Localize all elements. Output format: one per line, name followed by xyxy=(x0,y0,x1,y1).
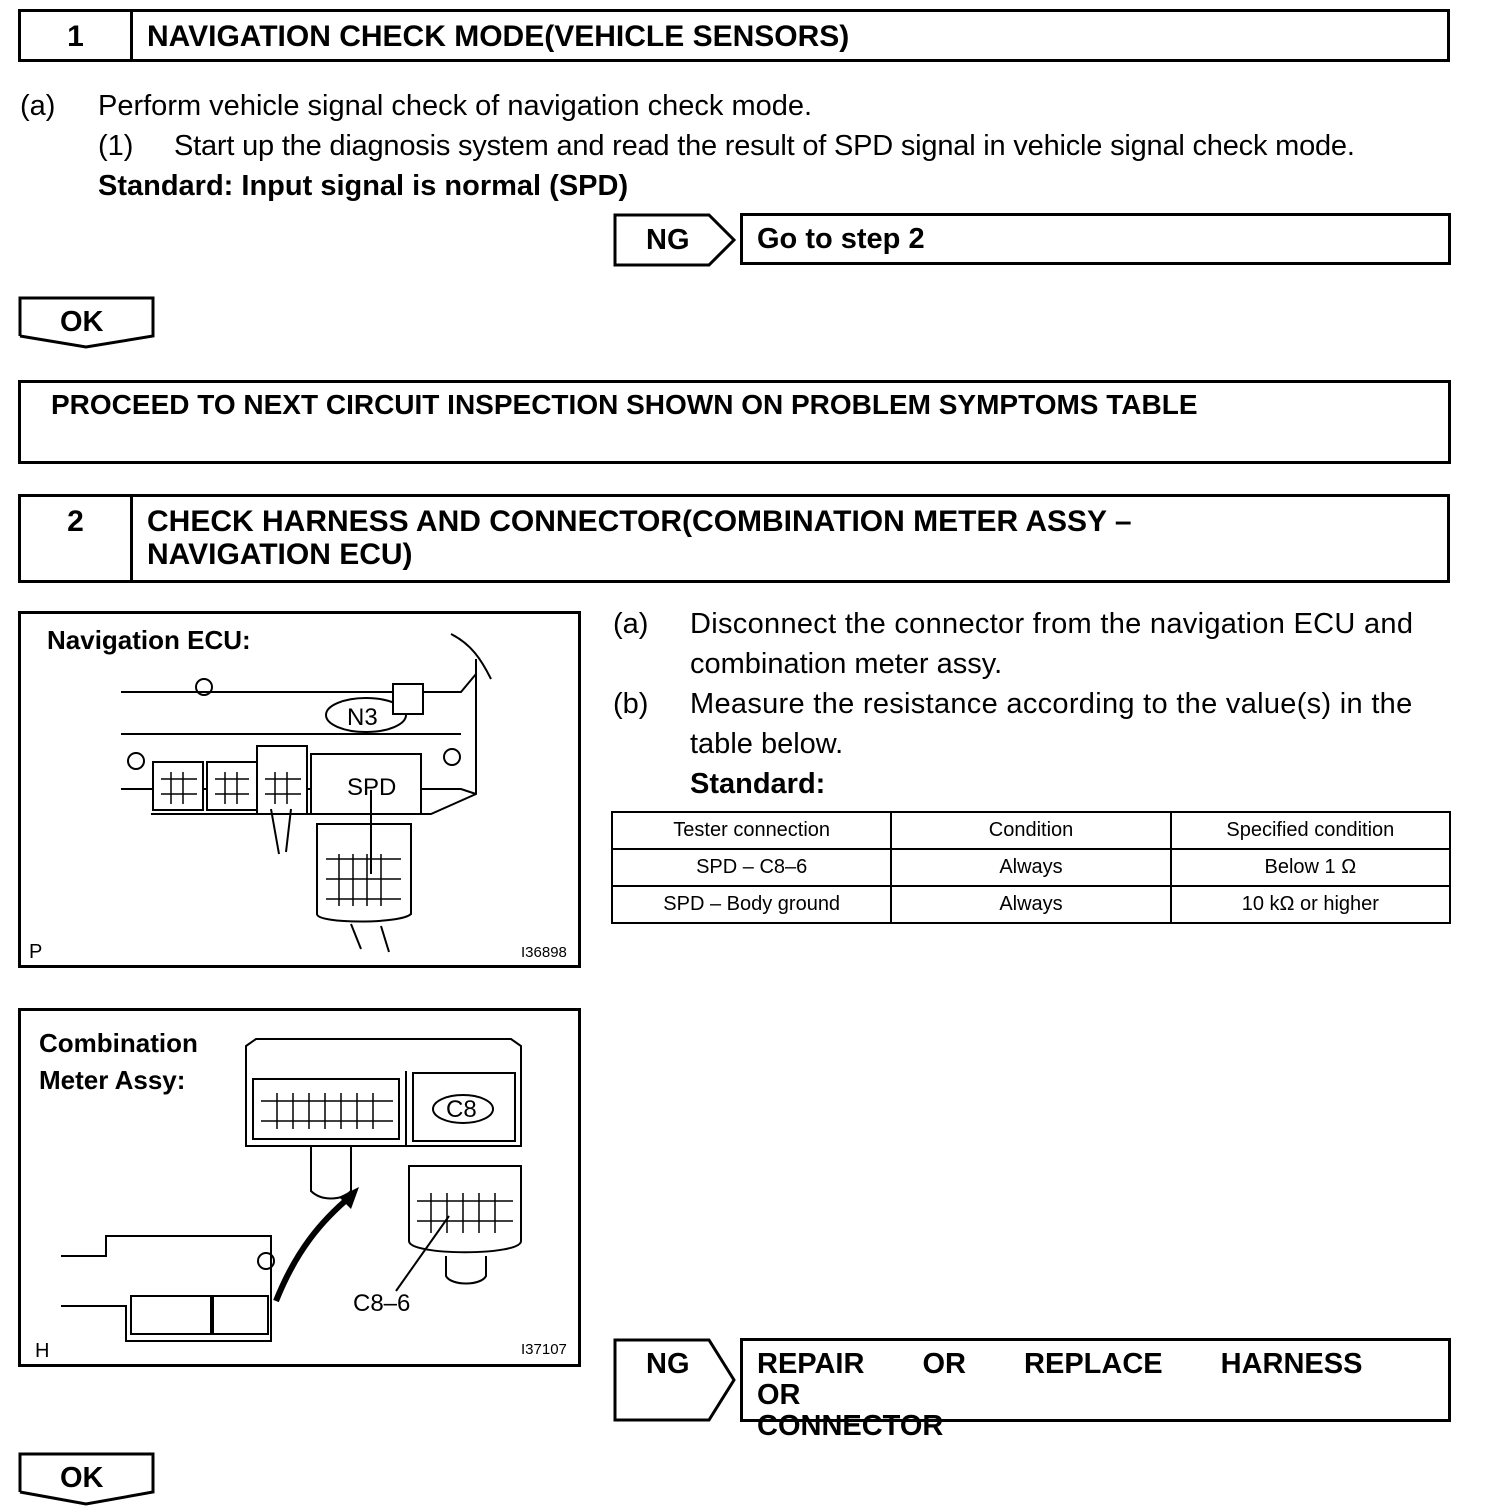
figure1-corner-letter: P xyxy=(29,941,43,963)
step1-item-a-text: Perform vehicle signal check of navigation check mode. xyxy=(98,90,813,122)
figure2-title-line1: Combination xyxy=(39,1028,198,1058)
step2-ng-label: NG xyxy=(646,1348,690,1380)
step1-standard: Standard: Input signal is normal (SPD) xyxy=(98,170,629,202)
table-header-cell: Tester connection xyxy=(612,812,891,849)
step1-ok-action[interactable] xyxy=(18,380,1451,464)
table-cell: SPD – Body ground xyxy=(612,886,891,923)
step1-number: 1 xyxy=(21,12,133,59)
step2-item-a-line2: combination meter assy. xyxy=(690,648,1003,680)
combination-meter-figure xyxy=(18,1008,581,1367)
table-header-cell: Condition xyxy=(891,812,1170,849)
step2-ok-label: OK xyxy=(60,1462,104,1494)
table-cell: 10 kΩ or higher xyxy=(1171,886,1450,923)
table-cell: Always xyxy=(891,886,1170,923)
step2-standard-label: Standard: xyxy=(690,768,826,800)
step1-ng-action-text: Go to step 2 xyxy=(757,223,925,255)
figure2-connector-label: C8 xyxy=(446,1096,477,1123)
navigation-ecu-drawing xyxy=(21,614,578,965)
step2-title-line2: NAVIGATION ECU) xyxy=(147,538,413,571)
step1-ok-action-text: PROCEED TO NEXT CIRCUIT INSPECTION SHOWN ON PROBLEM SYMPTOMS TABLE xyxy=(51,389,1198,420)
step2-item-b-label: (b) xyxy=(613,688,649,720)
step1-ok-label: OK xyxy=(60,306,104,338)
table-header-cell: Specified condition xyxy=(1171,812,1450,849)
step1-item-1-label: (1) xyxy=(98,130,134,162)
step2-ng-action-line1: REPAIR OR REPLACE HARNESS OR xyxy=(757,1348,1363,1411)
step2-title-line1: CHECK HARNESS AND CONNECTOR(COMBINATION METER ASSY – xyxy=(147,505,1132,538)
step1-header xyxy=(18,9,1450,62)
figure1-connector-label: N3 xyxy=(347,704,378,731)
figure2-code: I37107 xyxy=(521,1341,567,1358)
table-header-row xyxy=(612,812,1450,849)
step1-item-a-label: (a) xyxy=(20,90,56,122)
figure2-pin-label: C8–6 xyxy=(353,1290,411,1317)
resistance-spec-table xyxy=(611,811,1451,924)
figure1-code: I36898 xyxy=(521,944,567,961)
table-cell: Always xyxy=(891,849,1170,886)
step1-ng-action[interactable] xyxy=(740,213,1451,265)
table-row xyxy=(612,886,1450,923)
step2-ng-action[interactable] xyxy=(740,1338,1451,1442)
step2-header xyxy=(18,494,1450,583)
figure2-title-line2: Meter Assy: xyxy=(39,1065,186,1095)
step1-title: NAVIGATION CHECK MODE(VEHICLE SENSORS) xyxy=(147,20,850,53)
combination-meter-drawing xyxy=(21,1011,578,1364)
step2-number: 2 xyxy=(21,497,133,580)
table-cell: SPD – C8–6 xyxy=(612,849,891,886)
step2-item-b-line2: table below. xyxy=(690,728,844,760)
figure1-title: Navigation ECU: xyxy=(47,625,251,655)
step1-item-1-text: Start up the diagnosis system and read the result of SPD signal in vehicle signal check mode. xyxy=(174,130,1355,162)
step2-item-b-line1: Measure the resistance according to the value(s) in the xyxy=(690,688,1413,720)
table-row xyxy=(612,849,1450,886)
step2-ng-action-line2: CONNECTOR xyxy=(757,1410,944,1442)
step2-title xyxy=(133,497,1132,580)
figure2-corner-letter: H xyxy=(35,1340,50,1362)
step1-ng-label: NG xyxy=(646,224,690,256)
figure1-terminal-label: SPD xyxy=(347,774,397,801)
step2-item-a-label: (a) xyxy=(613,608,649,640)
table-cell: Below 1 Ω xyxy=(1171,849,1450,886)
navigation-ecu-figure xyxy=(18,611,581,968)
step2-item-a-line1: Disconnect the connector from the navigation ECU and xyxy=(690,608,1414,640)
